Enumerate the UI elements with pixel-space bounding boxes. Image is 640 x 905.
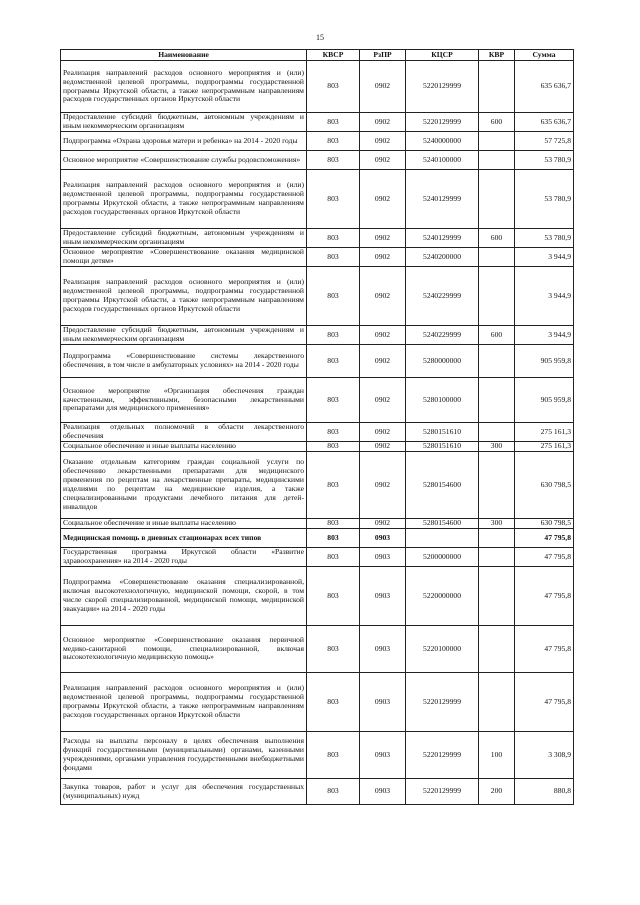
row-kvsr-cell: 803 bbox=[307, 529, 360, 548]
row-rzpr-cell: 0902 bbox=[360, 151, 406, 170]
row-kcsr-cell: 5220129999 bbox=[406, 732, 479, 779]
page-number: 15 bbox=[316, 33, 324, 42]
row-name-cell: Реализация отдельных полномочий в области лекарственного обеспечения bbox=[61, 423, 307, 442]
row-sum-cell: 47 795,8 bbox=[515, 548, 574, 567]
row-rzpr-cell: 0902 bbox=[360, 326, 406, 345]
row-sum-cell: 630 798,5 bbox=[515, 452, 574, 519]
table-row bbox=[61, 567, 574, 626]
table-header-row bbox=[61, 50, 574, 61]
row-name-cell: Подпрограмма «Совершенствование оказания специализированной, включая высокотехнологичную, медицинской помощи, скорой, в том числе скорой специализированной, медицинской помощи, медицинской эвакуации» на 2014 - 2020 годы bbox=[61, 567, 307, 626]
row-sum-cell: 275 161,3 bbox=[515, 442, 574, 452]
row-kvsr-cell: 803 bbox=[307, 248, 360, 267]
row-rzpr-cell: 0902 bbox=[360, 267, 406, 326]
row-rzpr-cell: 0902 bbox=[360, 229, 406, 248]
row-name-cell: Подпрограмма «Охрана здоровья матери и ребенка» на 2014 - 2020 годы bbox=[61, 132, 307, 151]
row-kvr-cell bbox=[479, 673, 515, 732]
row-kvsr-cell: 803 bbox=[307, 151, 360, 170]
row-sum-cell: 3 944,9 bbox=[515, 326, 574, 345]
table-row bbox=[61, 267, 574, 326]
table-row bbox=[61, 248, 574, 267]
row-name-cell: Реализация направлений расходов основного мероприятия и (или) ведомственной целевой программы, подпрограммы государственной программы Иркутской области, а также непрограммным направлениям расходов государственных органов Иркутской области bbox=[61, 267, 307, 326]
row-kvsr-cell: 803 bbox=[307, 229, 360, 248]
row-kvr-cell bbox=[479, 423, 515, 442]
row-kcsr-cell: 5220129999 bbox=[406, 113, 479, 132]
row-kcsr-cell: 5280000000 bbox=[406, 345, 479, 378]
table-row bbox=[61, 548, 574, 567]
row-sum-cell: 3 308,9 bbox=[515, 732, 574, 779]
row-rzpr-cell: 0902 bbox=[360, 378, 406, 423]
table-row bbox=[61, 529, 574, 548]
row-name-cell: Государственная программа Иркутской области «Развитие здравоохранения» на 2014 - 2020 годы bbox=[61, 548, 307, 567]
row-sum-cell: 635 636,7 bbox=[515, 61, 574, 113]
row-kvsr-cell: 803 bbox=[307, 673, 360, 732]
row-rzpr-cell: 0903 bbox=[360, 548, 406, 567]
row-sum-cell: 47 795,8 bbox=[515, 673, 574, 732]
row-rzpr-cell: 0903 bbox=[360, 626, 406, 673]
table-row bbox=[61, 151, 574, 170]
row-kvsr-cell: 803 bbox=[307, 442, 360, 452]
row-name-cell: Основное мероприятие «Совершенствование службы родовспоможения» bbox=[61, 151, 307, 170]
row-kcsr-cell: 5220129999 bbox=[406, 61, 479, 113]
row-name-cell: Реализация направлений расходов основного мероприятия и (или) ведомственной целевой программы, подпрограммы государственной программы Иркутской области, а также непрограммным направлениям расходов государственных органов Иркутской области bbox=[61, 170, 307, 229]
row-kvr-cell bbox=[479, 378, 515, 423]
row-sum-cell: 3 944,9 bbox=[515, 248, 574, 267]
row-kvsr-cell: 803 bbox=[307, 170, 360, 229]
row-sum-cell: 635 636,7 bbox=[515, 113, 574, 132]
table-row bbox=[61, 673, 574, 732]
row-rzpr-cell: 0903 bbox=[360, 673, 406, 732]
row-name-cell: Реализация направлений расходов основного мероприятия и (или) ведомственной целевой программы, подпрограммы государственной программы Иркутской области, а также непрограммным направлениям расходов государственных органов Иркутской области bbox=[61, 673, 307, 732]
row-sum-cell: 53 780,9 bbox=[515, 151, 574, 170]
row-sum-cell: 630 798,5 bbox=[515, 519, 574, 529]
row-kvr-cell: 300 bbox=[479, 442, 515, 452]
row-kvr-cell bbox=[479, 626, 515, 673]
row-kvsr-cell: 803 bbox=[307, 113, 360, 132]
row-rzpr-cell: 0902 bbox=[360, 442, 406, 452]
row-kvsr-cell: 803 bbox=[307, 779, 360, 805]
row-sum-cell: 905 959,8 bbox=[515, 378, 574, 423]
row-kcsr-cell: 5220129999 bbox=[406, 779, 479, 805]
row-kcsr-cell: 5240000000 bbox=[406, 132, 479, 151]
row-kcsr-cell: 5280154600 bbox=[406, 519, 479, 529]
row-name-cell: Закупка товаров, работ и услуг для обеспечения государственных (муниципальных) нужд bbox=[61, 779, 307, 805]
row-kvsr-cell: 803 bbox=[307, 626, 360, 673]
row-name-cell: Предоставление субсидий бюджетным, автономным учреждениям и иным некоммерческим организациям bbox=[61, 326, 307, 345]
row-name-cell: Социальное обеспечение и иные выплаты населению bbox=[61, 519, 307, 529]
row-name-cell: Основное мероприятие «Организация обеспечения граждан качественными, эффективными, безопасными лекарственными препаратами для медицинского применения» bbox=[61, 378, 307, 423]
column-header-kvsr: КВСР bbox=[307, 50, 360, 61]
row-sum-cell: 57 725,8 bbox=[515, 132, 574, 151]
row-kvr-cell: 600 bbox=[479, 229, 515, 248]
row-kcsr-cell: 5240100000 bbox=[406, 151, 479, 170]
column-header-kvr: КВР bbox=[479, 50, 515, 61]
row-kcsr-cell: 5280154600 bbox=[406, 452, 479, 519]
row-kvsr-cell: 803 bbox=[307, 345, 360, 378]
row-kvsr-cell: 803 bbox=[307, 423, 360, 442]
row-kvr-cell: 200 bbox=[479, 779, 515, 805]
table-body bbox=[61, 61, 574, 805]
row-name-cell: Подпрограмма «Совершенствование системы лекарственного обеспечения, в том числе в амбулаторных условиях» на 2014 - 2020 годы bbox=[61, 345, 307, 378]
row-rzpr-cell: 0903 bbox=[360, 529, 406, 548]
row-sum-cell: 880,8 bbox=[515, 779, 574, 805]
row-kcsr-cell: 5200000000 bbox=[406, 548, 479, 567]
table-row bbox=[61, 170, 574, 229]
column-header-rzpr: РзПР bbox=[360, 50, 406, 61]
row-kcsr-cell bbox=[406, 529, 479, 548]
row-kvr-cell bbox=[479, 132, 515, 151]
row-rzpr-cell: 0903 bbox=[360, 779, 406, 805]
row-name-cell: Реализация направлений расходов основного мероприятия и (или) ведомственной целевой программы, подпрограммы государственной программы Иркутской области, а также непрограммным направлениям расходов государственных органов Иркутской области bbox=[61, 61, 307, 113]
row-kcsr-cell: 5240129999 bbox=[406, 229, 479, 248]
row-kcsr-cell: 5240229999 bbox=[406, 267, 479, 326]
row-rzpr-cell: 0902 bbox=[360, 248, 406, 267]
row-name-cell: Расходы на выплаты персоналу в целях обеспечения выполнения функций государственными (муниципальными) органами, казенными учреждениями, органами управления государственными внебюджетными фондами bbox=[61, 732, 307, 779]
table-row bbox=[61, 442, 574, 452]
row-kvr-cell: 300 bbox=[479, 519, 515, 529]
row-name-cell: Социальное обеспечение и иные выплаты населению bbox=[61, 442, 307, 452]
row-sum-cell: 53 780,9 bbox=[515, 229, 574, 248]
row-kcsr-cell: 5280100000 bbox=[406, 378, 479, 423]
row-kcsr-cell: 5220000000 bbox=[406, 567, 479, 626]
row-sum-cell: 47 795,8 bbox=[515, 626, 574, 673]
row-kvsr-cell: 803 bbox=[307, 267, 360, 326]
row-sum-cell: 905 959,8 bbox=[515, 345, 574, 378]
row-name-cell: Медицинская помощь в дневных стационарах всех типов bbox=[61, 529, 307, 548]
row-kvr-cell bbox=[479, 452, 515, 519]
table-row bbox=[61, 452, 574, 519]
table-row bbox=[61, 626, 574, 673]
row-kvr-cell bbox=[479, 151, 515, 170]
row-kvsr-cell: 803 bbox=[307, 326, 360, 345]
row-kvsr-cell: 803 bbox=[307, 452, 360, 519]
table-row bbox=[61, 519, 574, 529]
row-kvr-cell bbox=[479, 248, 515, 267]
table-row bbox=[61, 345, 574, 378]
row-kvr-cell bbox=[479, 529, 515, 548]
row-rzpr-cell: 0902 bbox=[360, 170, 406, 229]
row-kvsr-cell: 803 bbox=[307, 732, 360, 779]
row-rzpr-cell: 0902 bbox=[360, 132, 406, 151]
row-rzpr-cell: 0902 bbox=[360, 423, 406, 442]
row-kvr-cell bbox=[479, 567, 515, 626]
row-kvsr-cell: 803 bbox=[307, 519, 360, 529]
row-kvr-cell bbox=[479, 267, 515, 326]
row-kvsr-cell: 803 bbox=[307, 61, 360, 113]
row-kcsr-cell: 5240200000 bbox=[406, 248, 479, 267]
row-kvr-cell bbox=[479, 345, 515, 378]
row-kvsr-cell: 803 bbox=[307, 132, 360, 151]
row-rzpr-cell: 0903 bbox=[360, 567, 406, 626]
table-row bbox=[61, 326, 574, 345]
table-row bbox=[61, 132, 574, 151]
row-name-cell: Оказание отдельным категориям граждан социальной услуги по обеспечению лекарственными препаратами для медицинского применения по рецептам на лекарственные препараты, медицинскими изделиями по рецептам на медицинские изделия, а также специализированными продуктами лечебного питания для детей-инвалидов bbox=[61, 452, 307, 519]
row-rzpr-cell: 0902 bbox=[360, 452, 406, 519]
row-rzpr-cell: 0902 bbox=[360, 345, 406, 378]
row-sum-cell: 47 795,8 bbox=[515, 567, 574, 626]
table-row bbox=[61, 61, 574, 113]
row-name-cell: Предоставление субсидий бюджетным, автономным учреждениям и иным некоммерческим организациям bbox=[61, 229, 307, 248]
row-kcsr-cell: 5280151610 bbox=[406, 442, 479, 452]
row-sum-cell: 3 944,9 bbox=[515, 267, 574, 326]
row-kvr-cell: 600 bbox=[479, 113, 515, 132]
row-kcsr-cell: 5220100000 bbox=[406, 626, 479, 673]
row-sum-cell: 275 161,3 bbox=[515, 423, 574, 442]
budget-table bbox=[60, 49, 574, 805]
table-row bbox=[61, 378, 574, 423]
row-kvsr-cell: 803 bbox=[307, 378, 360, 423]
row-name-cell: Предоставление субсидий бюджетным, автономным учреждениям и иным некоммерческим организациям bbox=[61, 113, 307, 132]
row-sum-cell: 47 795,8 bbox=[515, 529, 574, 548]
row-rzpr-cell: 0902 bbox=[360, 113, 406, 132]
row-kcsr-cell: 5240229999 bbox=[406, 326, 479, 345]
table-row bbox=[61, 113, 574, 132]
table-row bbox=[61, 229, 574, 248]
row-kvr-cell bbox=[479, 170, 515, 229]
row-kvr-cell bbox=[479, 548, 515, 567]
column-header-kcsr: КЦСР bbox=[406, 50, 479, 61]
row-rzpr-cell: 0902 bbox=[360, 519, 406, 529]
row-kvsr-cell: 803 bbox=[307, 567, 360, 626]
row-rzpr-cell: 0903 bbox=[360, 732, 406, 779]
row-kvr-cell bbox=[479, 61, 515, 113]
row-kvr-cell: 100 bbox=[479, 732, 515, 779]
row-kcsr-cell: 5280151610 bbox=[406, 423, 479, 442]
column-header-name: Наименование bbox=[61, 50, 307, 61]
row-rzpr-cell: 0902 bbox=[360, 61, 406, 113]
table-row bbox=[61, 423, 574, 442]
row-kcsr-cell: 5220129999 bbox=[406, 673, 479, 732]
row-name-cell: Основное мероприятие «Совершенствование оказания медицинской помощи детям» bbox=[61, 248, 307, 267]
table-row bbox=[61, 779, 574, 805]
table-row bbox=[61, 732, 574, 779]
row-sum-cell: 53 780,9 bbox=[515, 170, 574, 229]
column-header-sum: Сумма bbox=[515, 50, 574, 61]
row-kcsr-cell: 5240129999 bbox=[406, 170, 479, 229]
row-kvsr-cell: 803 bbox=[307, 548, 360, 567]
row-name-cell: Основное мероприятие «Совершенствование оказания первичной медико-санитарной помощи, специализированной, включая высокотехнологичную медицинскую помощь» bbox=[61, 626, 307, 673]
row-kvr-cell: 600 bbox=[479, 326, 515, 345]
